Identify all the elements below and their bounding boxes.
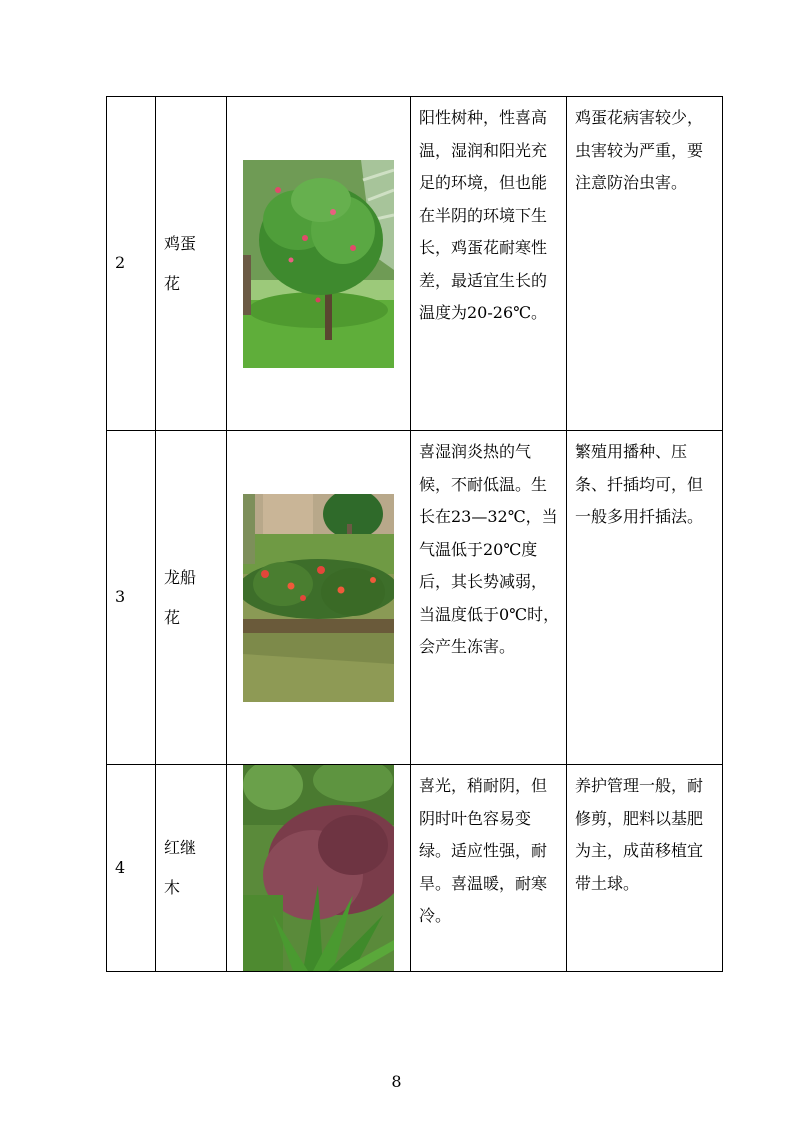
plant-name: 红继木 [164,838,197,897]
ixora-shrub-photo [243,494,394,702]
plant-table [106,96,723,972]
loropetalum-hedge-photo [243,765,394,971]
page-number: 8 [391,1072,402,1091]
care-text: 繁殖用播种、压条、扦插均可，但一般多用扦插法。 [567,431,723,765]
table-row [107,97,723,431]
plant-name: 龙船花 [164,567,197,627]
plant-name: 鸡蛋花 [164,233,197,293]
table-row [107,431,723,765]
habit-text: 喜湿润炎热的气候，不耐低温。生长在23—32℃，当气温低于20℃度后，其长势减弱，当温度低于0℃时，会产生冻害。 [411,431,567,765]
row-number: 3 [107,431,156,765]
table-row [107,765,723,972]
care-text: 鸡蛋花病害较少，虫害较为严重，要注意防治虫害。 [567,97,723,431]
row-number: 2 [107,97,156,431]
habit-text: 喜光，稍耐阴，但阴时叶色容易变绿。适应性强，耐旱。喜温暖，耐寒冷。 [411,765,567,972]
frangipani-tree-photo [243,160,394,368]
row-number: 4 [107,765,156,972]
care-text: 养护管理一般，耐修剪，肥料以基肥为主，成苗移植宜带土球。 [567,765,723,972]
habit-text: 阳性树种，性喜高温，湿润和阳光充足的环境，但也能在半阴的环境下生长，鸡蛋花耐寒性差，最适宜生长的温度为20-26℃。 [411,97,567,431]
